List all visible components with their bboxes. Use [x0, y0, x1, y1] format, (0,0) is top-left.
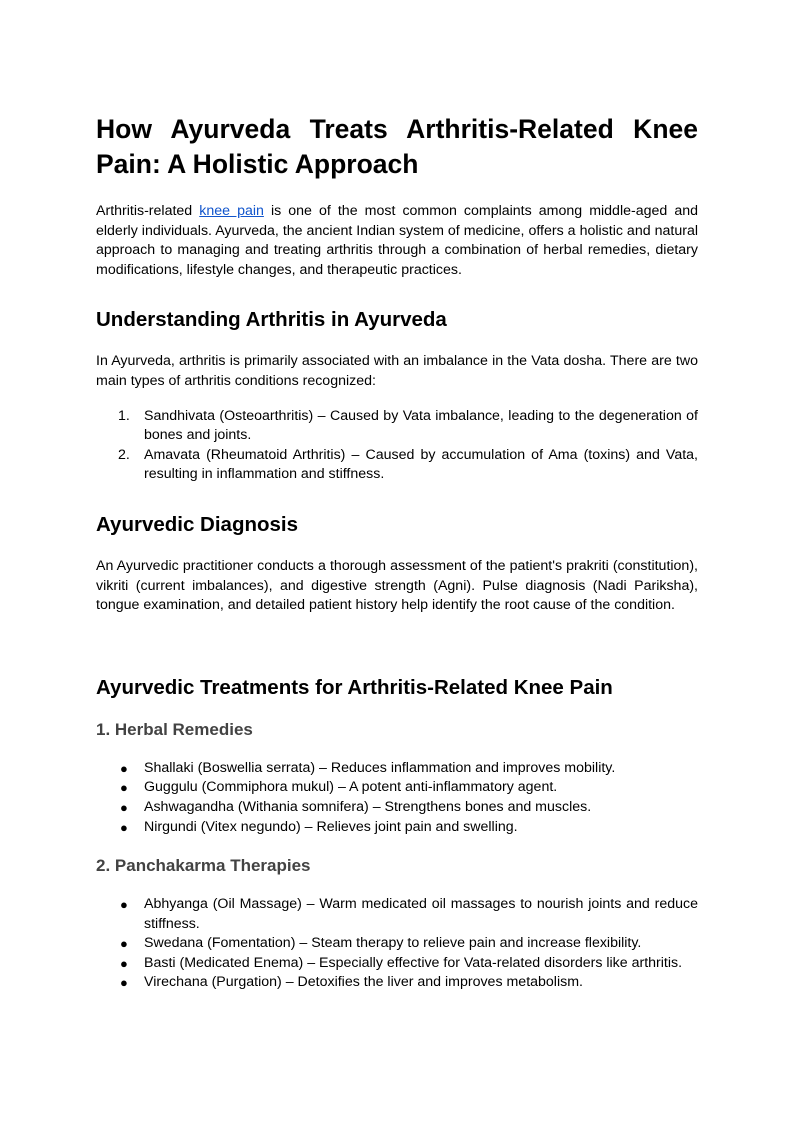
list-item — [96, 954, 698, 974]
list-item-text: Sandhivata (Osteoarthritis) – Caused by Vata imbalance, leading to the degeneration of bones and joints. — [144, 407, 698, 444]
arthritis-types-list — [96, 407, 698, 485]
section-heading-understanding: Understanding Arthritis in Ayurveda — [96, 308, 447, 332]
list-item-text: Virechana (Purgation) – Detoxifies the liver and improves metabolism. — [144, 974, 583, 991]
bullet-icon: ● — [120, 760, 128, 776]
bullet-icon: ● — [120, 975, 128, 991]
panchakarma-list — [96, 895, 698, 993]
knee-pain-link[interactable]: knee pain — [199, 203, 264, 219]
list-item — [96, 934, 698, 954]
intro-text-before-link: Arthritis-related — [96, 203, 200, 219]
list-item-text: Nirgundi (Vitex negundo) – Relieves joint pain and swelling. — [144, 818, 518, 835]
list-item-text: Basti (Medicated Enema) – Especially effective for Vata-related disorders like arthritis. — [144, 954, 683, 971]
bullet-icon: ● — [120, 897, 128, 913]
section-heading-treatments: Ayurvedic Treatments for Arthritis-Related Knee Pain — [96, 675, 613, 699]
list-item-text: Guggulu (Commiphora mukul) – A potent anti-inflammatory agent. — [144, 779, 558, 796]
list-item — [96, 973, 698, 993]
list-item-text: Amavata (Rheumatoid Arthritis) – Caused by accumulation of Ama (toxins) and Vata, resulting in inflammation and stiffness. — [144, 446, 698, 483]
intro-paragraph — [96, 202, 698, 280]
document-page — [96, 112, 698, 993]
herbal-remedies-list — [96, 759, 698, 837]
list-item — [96, 759, 698, 779]
subheading-herbal-remedies: 1. Herbal Remedies — [96, 719, 253, 739]
list-number: 1. — [118, 407, 130, 424]
bullet-icon: ● — [120, 936, 128, 952]
bullet-icon: ● — [120, 955, 128, 971]
intro-text-after-link: is one of the most common complaints among middle-aged and elderly individuals. Ayurveda, the ancient Indian system of medicine, offers a holistic and natural approach to managing and treating arthritis through a combination of herbal remedies, dietary modifications, lifestyle changes, and therapeutic practices. — [96, 203, 699, 278]
list-item — [96, 446, 698, 485]
list-item — [96, 798, 698, 818]
list-item-text: Shallaki (Boswellia serrata) – Reduces inflammation and improves mobility. — [144, 759, 616, 776]
subheading-panchakarma: 2. Panchakarma Therapies — [96, 856, 311, 876]
list-item — [96, 895, 698, 934]
page-title: How Ayurveda Treats Arthritis-Related Knee Pain: A Holistic Approach — [96, 114, 698, 179]
bullet-icon: ● — [120, 799, 128, 815]
list-item — [96, 407, 698, 446]
list-item-text: Swedana (Fomentation) – Steam therapy to relieve pain and increase flexibility. — [144, 935, 642, 952]
section-heading-diagnosis: Ayurvedic Diagnosis — [96, 512, 299, 536]
list-item — [96, 818, 698, 838]
list-item-text: Ashwagandha (Withania somnifera) – Strengthens bones and muscles. — [144, 798, 592, 815]
understanding-paragraph: In Ayurveda, arthritis is primarily associated with an imbalance in the Vata dosha. There are two main types of arthritis conditions recognized: — [96, 353, 698, 389]
list-item-text: Abhyanga (Oil Massage) – Warm medicated oil massages to nourish joints and reduce stiffness. — [144, 896, 698, 932]
list-item — [96, 778, 698, 798]
bullet-icon: ● — [120, 819, 128, 835]
diagnosis-paragraph: An Ayurvedic practitioner conducts a thorough assessment of the patient's prakriti (constitution), vikriti (current imbalances), and digestive strength (Agni). Pulse diagnosis (Nadi Pariksha), tongue examination, and detailed patient history help identify the root cause of the condition. — [96, 557, 698, 614]
list-number: 2. — [118, 446, 130, 463]
bullet-icon: ● — [120, 780, 128, 796]
